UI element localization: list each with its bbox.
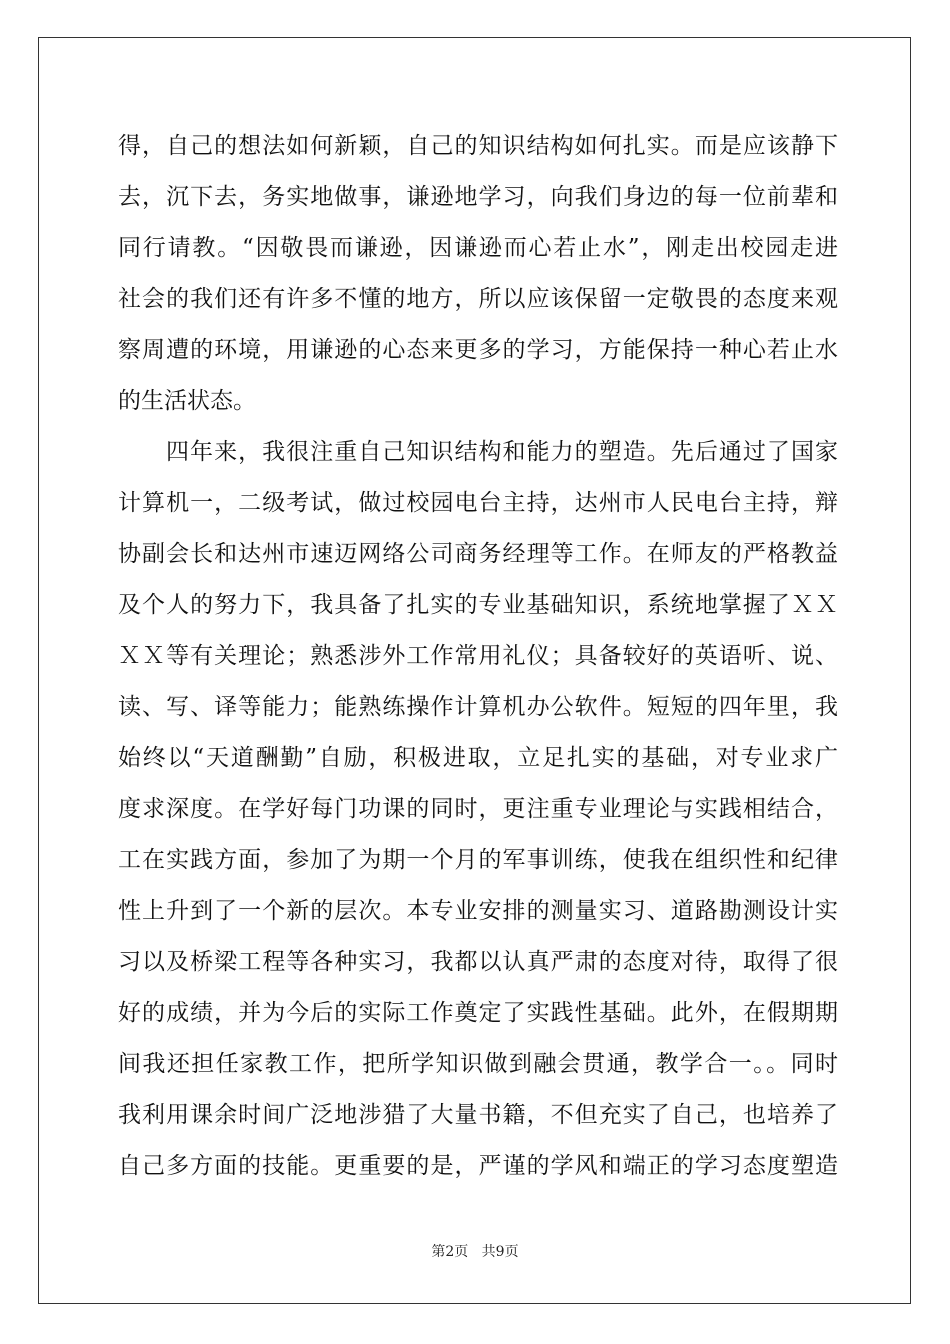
text-line: 度求深度。在学好每门功课的同时，更注重专业理论与实践相结合， <box>118 796 838 822</box>
paragraph-first-line: 四年来，我很注重自己知识结构和能力的塑造。先后通过了国家 <box>166 439 838 465</box>
text-line: 同行请教。“因敬畏而谦逊，因谦逊而心若止水”，刚走出校园走进 <box>118 235 838 261</box>
page-number: 第2页 <box>431 1244 469 1260</box>
text-line: 习以及桥梁工程等各种实习，我都以认真严肃的态度对待，取得了很 <box>118 949 838 975</box>
text-line: 察周遭的环境，用谦逊的心态来更多的学习，方能保持一种心若止水 <box>118 337 838 363</box>
text-line: 协副会长和达州市速迈网络公司商务经理等工作。在师友的严格教益 <box>118 541 838 567</box>
text-line: 去，沉下去，务实地做事，谦逊地学习，向我们身边的每一位前辈和 <box>118 184 838 210</box>
text-line: 计算机一，二级考试，做过校园电台主持，达州市人民电台主持，辩 <box>118 490 838 516</box>
text-line: 的生活状态。 <box>118 388 256 414</box>
text-line: 我利用课余时间广泛地涉猎了大量书籍，不但充实了自己，也培养了 <box>118 1102 838 1128</box>
page-footer <box>0 1243 950 1261</box>
text-line: 读、写、译等能力；能熟练操作计算机办公软件。短短的四年里，我 <box>118 694 838 720</box>
text-line: 及个人的努力下，我具备了扎实的专业基础知识，系统地掌握了ＸＸ <box>118 592 838 618</box>
page-total: 共9页 <box>481 1244 519 1260</box>
footer-spacer <box>468 1244 481 1260</box>
text-line: 始终以“天道酬勤”自励，积极进取，立足扎实的基础，对专业求广 <box>118 745 838 771</box>
text-line: 性上升到了一个新的层次。本专业安排的测量实习、道路勘测设计实 <box>118 898 838 924</box>
text-line: 社会的我们还有许多不懂的地方，所以应该保留一定敬畏的态度来观 <box>118 286 838 312</box>
text-line: 间我还担任家教工作，把所学知识做到融会贯通，教学合一。。同时 <box>118 1051 838 1077</box>
text-line: ＸＸ等有关理论；熟悉涉外工作常用礼仪；具备较好的英语听、说、 <box>118 643 838 669</box>
text-line: 自己多方面的技能。更重要的是，严谨的学风和端正的学习态度塑造 <box>118 1153 838 1179</box>
text-line: 得，自己的想法如何新颖，自己的知识结构如何扎实。而是应该静下 <box>118 133 838 159</box>
text-line: 好的成绩，并为今后的实际工作奠定了实践性基础。此外，在假期期 <box>118 1000 838 1026</box>
text-line: 工在实践方面，参加了为期一个月的军事训练，使我在组织性和纪律 <box>118 847 838 873</box>
